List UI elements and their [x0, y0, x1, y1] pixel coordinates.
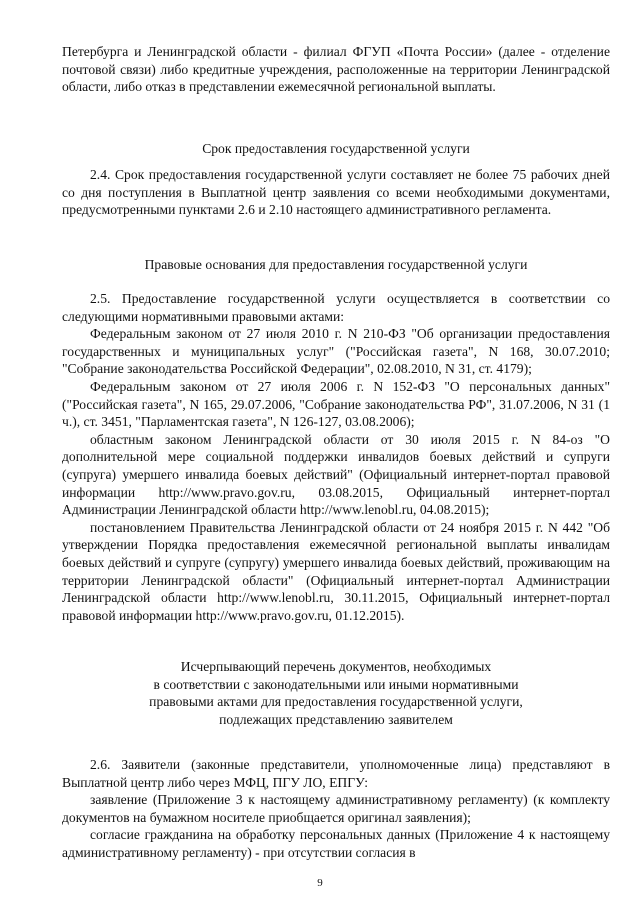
section-2-5 [62, 290, 610, 624]
intro-block [62, 43, 610, 96]
heading-legal-basis: Правовые основания для предоставления государственной услуги [144, 257, 528, 272]
section-term [62, 140, 610, 158]
section-docs-heading [62, 658, 610, 728]
paragraph-2-4: 2.4. Срок предоставления государственной услуги составляет не более 75 рабочих дней со дня поступления в Выплатной центр заявления со всеми необходимыми документами, предусмотренными пунктами 2.6 и 2.10 настоящего административного регламента. [62, 167, 610, 218]
section-legal [62, 256, 610, 274]
law-84-oz: областным законом Ленинградской области от 30 июля 2015 г. N 84-оз "О дополнительной мере социальной поддержки инвалидов боевых действий и супруги (супруга) умершего инвалида боевых действий" (Официальный интернет-портал правовой информации http://www.pravo.gov.ru, 03.08.2015, Официальный интернет-портал Администрации Ленинградской области http://www.lenobl.ru, 04.08.2015); [62, 431, 610, 518]
intro-paragraph: Петербурга и Ленинградской области - филиал ФГУП «Почта России» (далее - отделение почтовой связи) либо кредитные учреждения, расположенные на территории Ленинградской области, либо отказ в представлении ежемесячной региональной выплаты. [62, 44, 610, 95]
heading-docs-line-3: правовыми актами для предоставления государственной услуги, [149, 694, 523, 710]
heading-docs-line-4: подлежащих представлению заявителем [219, 711, 453, 727]
section-2-6 [62, 756, 610, 862]
resolution-442: постановлением Правительства Ленинградской области от 24 ноября 2015 г. N 442 "Об утверждении Порядка предоставления ежемесячной региональной выплаты инвалидам боевых действий и супруге (супругу) умершего инвалида боевых действий, проживающим на территории Ленинградской области" (Официальный интернет-портал Администрации Ленинградской области http://www.lenobl.ru, 30.11.2015, Официальный интернет-портал правовой информации http://www.pravo.gov.ru, 01.12.2015). [62, 519, 610, 623]
paragraph-2-5: 2.5. Предоставление государственной услуги осуществляется в соответствии со следующими нормативными правовыми актами: [62, 291, 610, 324]
heading-service-term: Срок предоставления государственной услуги [202, 141, 470, 156]
law-210-fz: Федеральным законом от 27 июля 2010 г. N 210-ФЗ "Об организации предоставления государственных и муниципальных услуг" ("Российская газета", N 168, 30.07.2010; "Собрание законодательства Российской Федерации", 02.08.2010, N 31, ст. 4179); [62, 326, 610, 377]
page-number: 9 [317, 877, 323, 889]
item-application: заявление (Приложение 3 к настоящему административному регламенту) (к комплекту документов на бумажном носителе приобщается оригинал заявления); [62, 792, 610, 825]
heading-docs-line-2: в соответствии с законодательными или иными нормативными [153, 676, 519, 692]
item-consent: согласие гражданина на обработку персональных данных (Приложение 4 к настоящему административному регламенту) - при отсутствии согласия в [62, 827, 610, 860]
paragraph-2-6: 2.6. Заявители (законные представители, уполномоченные лица) представляют в Выплатной центр либо через МФЦ, ПГУ ЛО, ЕПГУ: [62, 757, 610, 790]
heading-docs-line-1: Исчерпывающий перечень документов, необходимых [180, 659, 492, 674]
law-152-fz: Федеральным законом от 27 июля 2006 г. N 152-ФЗ "О персональных данных" ("Российская газета", N 165, 29.07.2006, "Собрание законодательства РФ", 31.07.2006, N 31 (1 ч.), ст. 3451, "Парламентская газета", N 126-127, 03.08.2006); [62, 378, 610, 430]
section-2-4 [62, 166, 610, 219]
